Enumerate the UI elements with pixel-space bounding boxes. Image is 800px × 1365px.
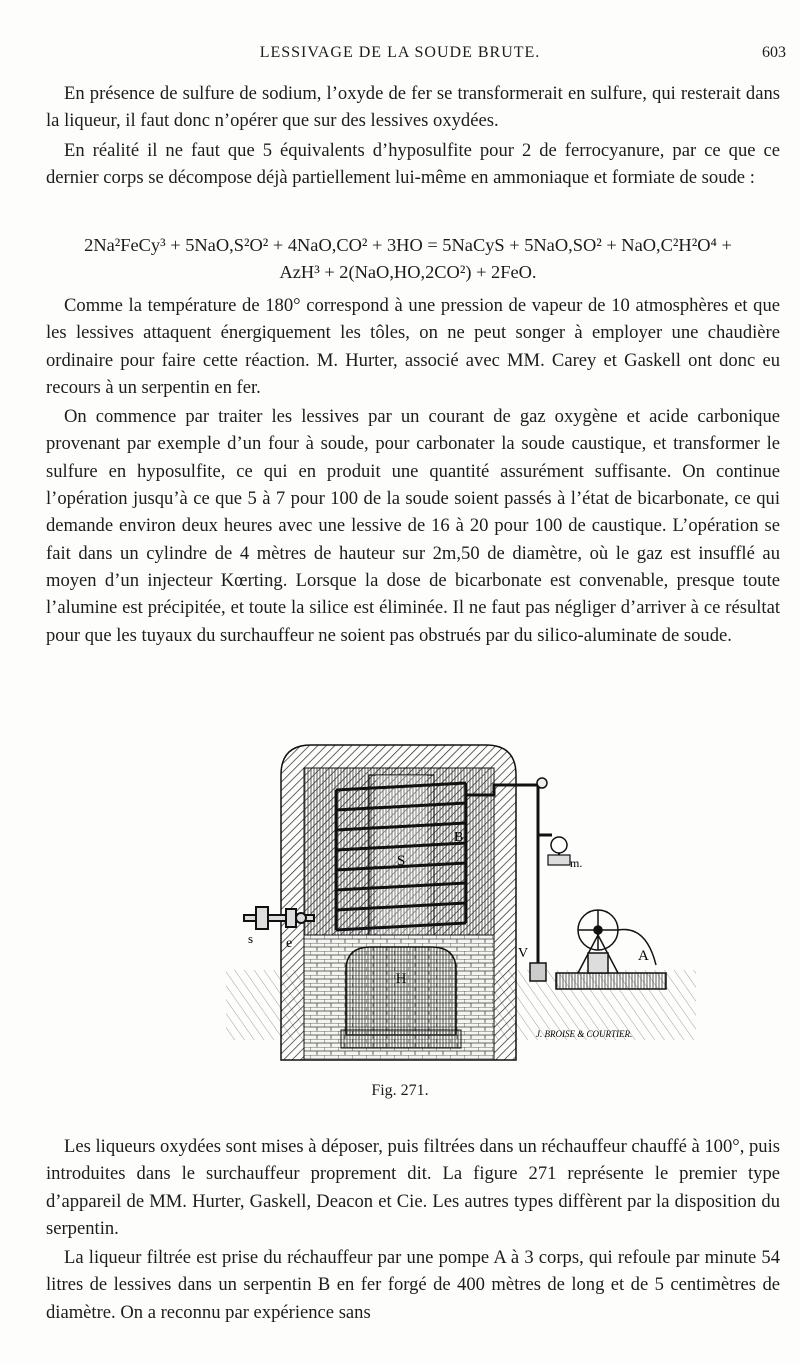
running-head	[0, 44, 800, 68]
paragraph: En présence de sulfure de sodium, l’oxyde de fer se transformerait en sulfure, qui resterait dans la liqueur, il faut donc n’opérer que sur des lessives oxydées.	[46, 83, 780, 132]
label-h: H	[395, 971, 407, 987]
label-e: e	[286, 936, 293, 951]
text-block-middle	[46, 292, 780, 649]
paragraph: Comme la température de 180° correspond à une pression de vapeur de 10 atmosphères et que les lessives attaquent énergiquement les tôles, on ne peut songer à employer une chaudière ordinaire pour faire cette réaction. M. Hurter, associé avec MM. Carey et Gaskell ont donc eu recours à un serpentin en fer.	[46, 295, 780, 398]
label-b: B	[454, 830, 464, 845]
figure-caption: Fig. 271.	[371, 1082, 429, 1099]
apparatus-figure	[226, 735, 696, 1065]
superheater-engraving	[226, 735, 696, 1065]
paragraph: On commence par traiter les lessives par un courant de gaz oxygène et acide carbonique provenant par exemple d’un four à soude, pour carbonater la soude caustique, et transformer le sulfure en hyposulfite, ce qui en produit une quantité assurément suffisante. On continue l’opération jusqu’à ce que 5 à 7 pour 100 de la soude soient passés à l’état de bicarbonate, ce qui demande environ deux heures avec une lessive de 16 à 20 pour 100 de caustique. L’opération se fait dans un cylindre de 4 mètres de hauteur sur 2m,50 de diamètre, où le gaz est insufflé au moyen d’un injecteur Kœrting. Lorsque la dose de bicarbonate est convenable, presque toute l’alumine est précipitée, et toute la silice est éliminée. Il ne faut pas négliger d’arriver à ce résultat pour que les tuyaux du surchauffeur ne soient pas obstrués par du silico-aluminate de soude.	[46, 406, 780, 646]
text-block-top	[46, 80, 780, 191]
paragraph: En réalité il ne faut que 5 équivalents d’hyposulfite pour 2 de ferrocyanure, par ce que ce dernier corps se décompose déjà partiellement lui-même en ammoniaque et formiate de soude :	[46, 139, 780, 188]
label-a: A	[638, 948, 649, 964]
text-block-bottom	[46, 1133, 780, 1326]
label-m: m.	[570, 856, 583, 870]
running-title: LESSIVAGE DE LA SOUDE BRUTE.	[259, 44, 541, 61]
paragraph: La liqueur filtrée est prise du réchauffeur par une pompe A à 3 corps, qui refoule par minute 54 litres de lessives dans un serpentin B en fer forgé de 400 mètres de long et de 5 centimètres de diamètre. On a reconnu par expérience sans	[46, 1247, 780, 1323]
equation-line-1: 2Na²FeCy³ + 5NaO,S²O² + 4NaO,CO² + 3HO = 5NaCyS + 5NaO,SO² + NaO,C²H²O⁴ +	[84, 235, 732, 255]
page-number: 603	[762, 44, 786, 61]
paragraph: Les liqueurs oxydées sont mises à déposer, puis filtrées dans un réchauffeur chauffé à 100°, puis introduites dans le surchauffeur proprement dit. La figure 271 représente le premier type d’appareil de MM. Hurter, Gaskell, Deacon et Cie. Les autres types diffèrent par la disposition du serpentin.	[46, 1136, 780, 1239]
equation-line-2: AzH³ + 2(NaO,HO,2CO²) + 2FeO.	[279, 262, 537, 282]
label-s-lower: s	[248, 931, 254, 946]
engraver-credit: J. BROISE & COURTIER.	[536, 1029, 633, 1039]
label-v: V	[518, 946, 529, 961]
chemical-equation	[36, 232, 780, 286]
label-s: S	[396, 853, 406, 869]
